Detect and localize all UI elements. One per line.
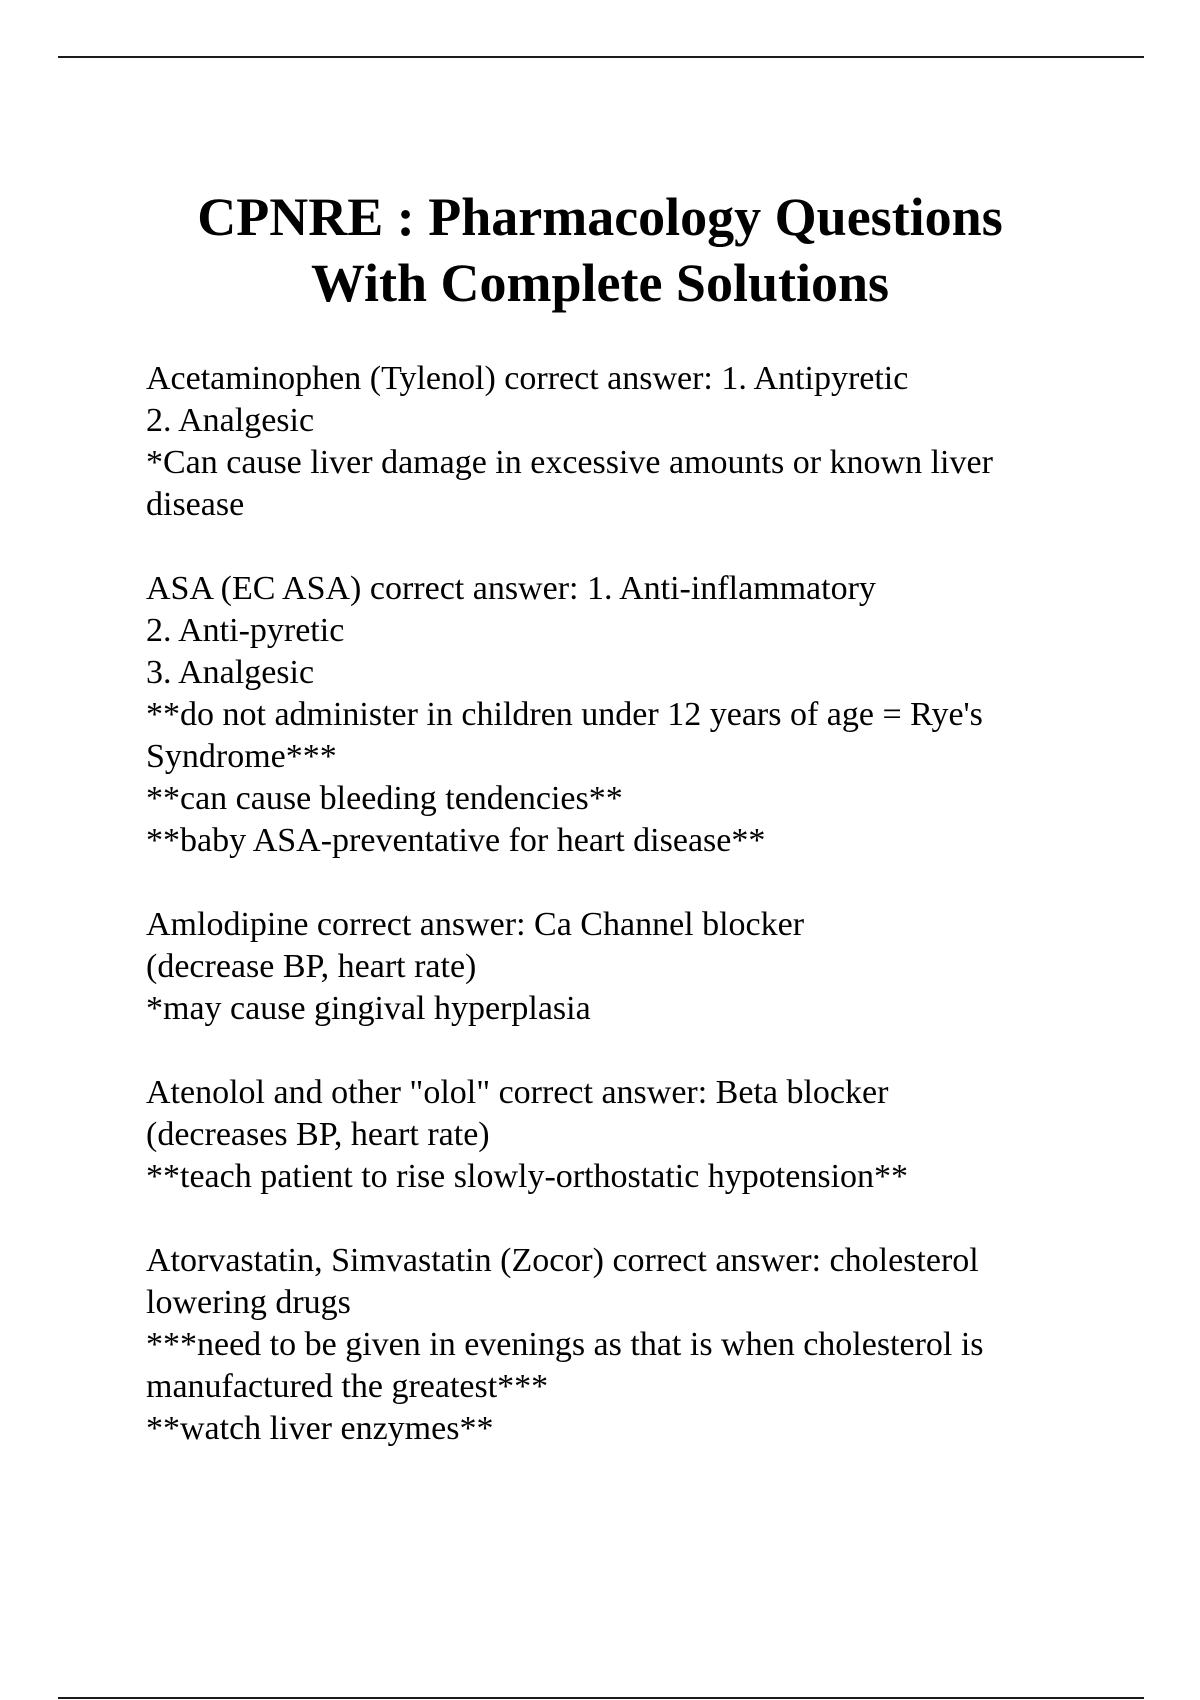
entry-line: **teach patient to rise slowly-orthostatic hypotension** <box>146 1158 909 1195</box>
entry-line: (decrease BP, heart rate) <box>146 948 477 985</box>
title-line-1: CPNRE : Pharmacology Questions <box>197 187 1003 247</box>
entry-line: Atenolol and other "olol" correct answer: Beta blocker <box>146 1074 889 1111</box>
entry-line: **do not administer in children under 12 years of age = Rye's <box>146 696 983 733</box>
title-line-2: With Complete Solutions <box>310 253 890 313</box>
entry-line: **watch liver enzymes** <box>146 1410 494 1447</box>
entry-line: Amlodipine correct answer: Ca Channel blocker <box>146 906 805 943</box>
entry-line: (decreases BP, heart rate) <box>146 1116 490 1153</box>
bottom-divider <box>58 1697 1144 1699</box>
top-divider <box>58 56 1144 58</box>
document-body <box>146 358 1076 1492</box>
entry-amlodipine <box>146 904 1076 1030</box>
entry-line: 2. Anti-pyretic <box>146 612 345 649</box>
entry-line: Atorvastatin, Simvastatin (Zocor) correct answer: cholesterol <box>146 1242 979 1279</box>
entry-line: lowering drugs <box>146 1284 351 1321</box>
entry-line: ***need to be given in evenings as that is when cholesterol is <box>146 1326 984 1363</box>
entry-acetaminophen <box>146 358 1076 526</box>
entry-atorvastatin <box>146 1240 1076 1450</box>
entry-line: ASA (EC ASA) correct answer: 1. Anti-inflammatory <box>146 570 876 607</box>
entry-atenolol <box>146 1072 1076 1198</box>
page-title <box>100 184 1100 316</box>
entry-line: *may cause gingival hyperplasia <box>146 990 591 1027</box>
entry-line: Acetaminophen (Tylenol) correct answer: 1. Antipyretic <box>146 360 909 397</box>
entry-line: Syndrome*** <box>146 738 337 775</box>
entry-line: manufactured the greatest*** <box>146 1368 549 1405</box>
entry-line: disease <box>146 486 245 523</box>
entry-line: 2. Analgesic <box>146 402 315 439</box>
entry-line: **can cause bleeding tendencies** <box>146 780 623 817</box>
entry-line: *Can cause liver damage in excessive amounts or known liver <box>146 444 993 481</box>
entry-line: 3. Analgesic <box>146 654 315 691</box>
entry-asa <box>146 568 1076 862</box>
entry-line: **baby ASA-preventative for heart disease** <box>146 822 766 859</box>
